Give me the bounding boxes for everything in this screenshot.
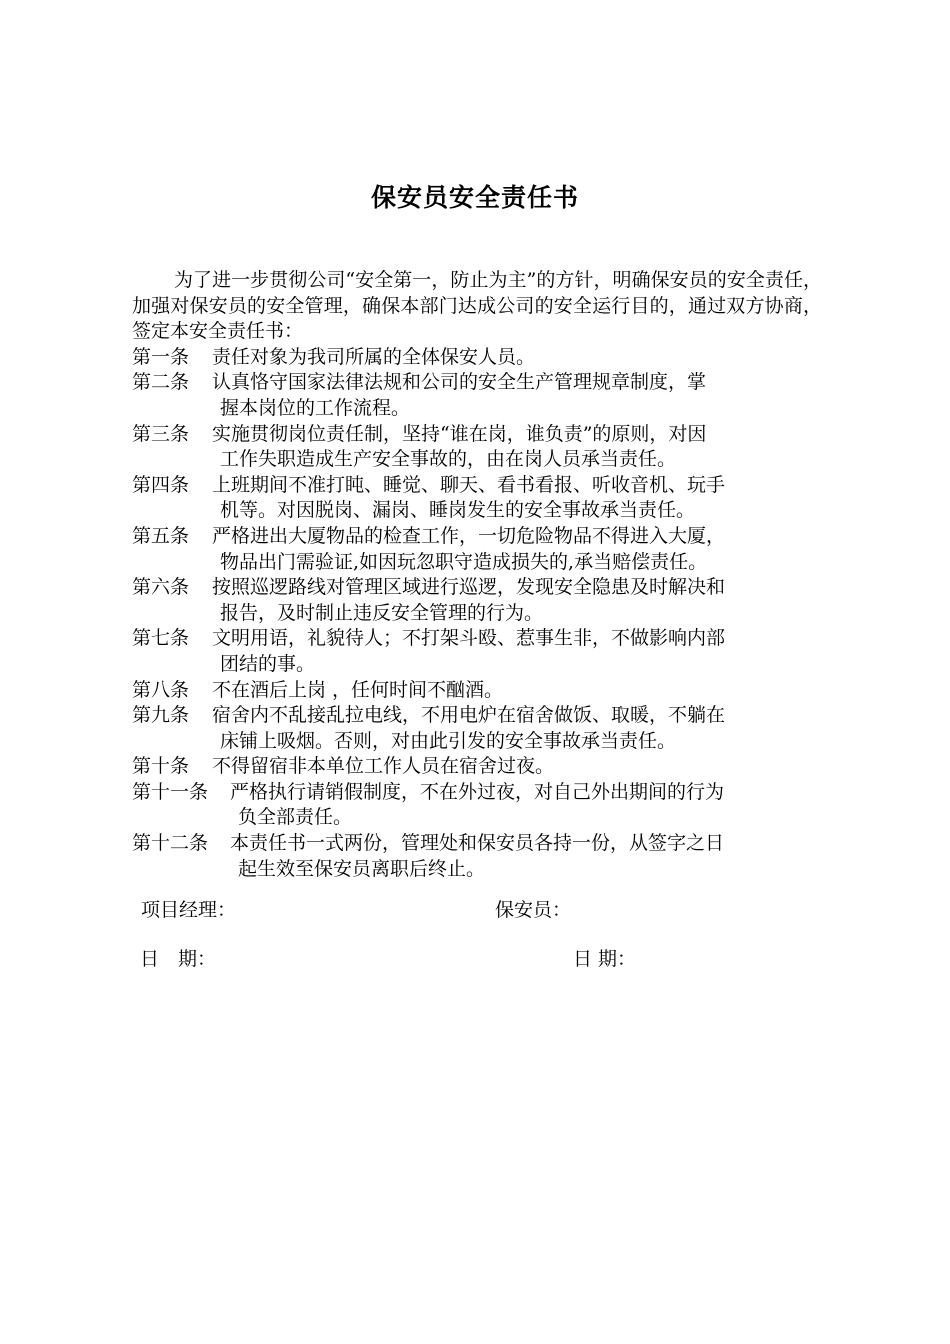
document-body: [132, 268, 822, 882]
article-label: 第十条: [132, 755, 190, 778]
article-11: [132, 780, 822, 831]
article-line: 文明用语，礼貌待人；不打架斗殴、惹事生非，不做影响内部: [212, 627, 726, 650]
article-line-continued: 报告，及时制止违反安全管理的行为。: [220, 601, 544, 624]
article-label: 第三条: [132, 422, 190, 445]
article-label: 第八条: [132, 678, 190, 701]
article-text: [212, 345, 822, 371]
article-10: [132, 754, 822, 780]
article-text: [212, 575, 822, 626]
article-2: [132, 370, 822, 421]
article-9: [132, 703, 822, 754]
article-line: 认真恪守国家法律法规和公司的安全生产管理规章制度，掌: [212, 371, 707, 394]
article-label: 第七条: [132, 627, 190, 650]
article-label: 第十一条: [132, 780, 209, 803]
article-line-continued: 负全部责任。: [238, 806, 353, 829]
article-1: [132, 345, 822, 371]
article-4: [132, 473, 822, 524]
article-6: [132, 575, 822, 626]
article-line-continued: 工作失职造成生产安全事故的，由在岗人员承当责任。: [220, 448, 677, 471]
article-line: 不在酒后上岗 ，任何时间不酗酒。: [212, 678, 504, 701]
article-label: 第九条: [132, 704, 190, 727]
article-text: [212, 422, 822, 473]
article-line-continued: 机等。对因脱岗、漏岗、睡岗发生的安全事故承当责任。: [220, 499, 696, 522]
article-text: [230, 831, 822, 882]
article-7: [132, 626, 822, 677]
article-label: 第五条: [132, 524, 190, 547]
article-line: 宿舍内不乱接乱拉电线，不用电炉在宿舍做饭、取暖，不躺在: [212, 704, 726, 727]
article-text: [212, 754, 822, 780]
article-line: 不得留宿非本单位工作人员在宿舍过夜。: [212, 755, 555, 778]
article-line-continued: 握本岗位的工作流程。: [220, 396, 411, 419]
article-line-continued: 床铺上吸烟。否则，对由此引发的安全事故承当责任。: [220, 729, 677, 752]
article-text: [212, 524, 822, 575]
date-label-right: 日 期：: [573, 948, 637, 970]
article-8: [132, 678, 822, 704]
article-line: 实施贯彻岗位责任制，坚持“谁在岗，谁负责”的原则，对因: [212, 422, 707, 445]
article-line-continued: 物品出门需验证,如因玩忽职守造成损失的,承当赔偿责任。: [220, 550, 708, 573]
article-line: 责任对象为我司所属的全体保安人员。: [212, 345, 536, 368]
article-line: 严格执行请销假制度，不在外过夜，对自己外出期间的行为: [230, 780, 725, 803]
article-line-continued: 起生效至保安员离职后终止。: [238, 857, 486, 880]
article-5: [132, 524, 822, 575]
article-text: [212, 678, 822, 704]
article-text: [212, 703, 822, 754]
article-text: [212, 370, 822, 421]
article-label: 第十二条: [132, 832, 209, 855]
intro-paragraph: 为了进一步贯彻公司“安全第一，防止为主”的方针，明确保安员的安全责任，加强对保安员的安全管理，确保本部门达成公司的安全运行目的，通过双方协商，签定本安全责任书：: [132, 269, 822, 343]
project-manager-signature-label: 项目经理：: [141, 899, 237, 921]
document-title: 保安员安全责任书: [370, 183, 579, 212]
date-label-left: 日 期：: [140, 948, 217, 970]
guard-signature-label: 保安员：: [495, 899, 572, 921]
article-line: 本责任书一式两份，管理处和保安员各持一份，从签字之日: [230, 832, 725, 855]
article-line: 按照巡逻路线对管理区域进行巡逻，发现安全隐患及时解决和: [212, 576, 726, 599]
article-text: [212, 473, 822, 524]
article-label: 第四条: [132, 473, 190, 496]
article-label: 第二条: [132, 371, 190, 394]
article-12: [132, 831, 822, 882]
article-text: [212, 626, 822, 677]
article-label: 第六条: [132, 576, 190, 599]
article-line: 严格进出大厦物品的检查工作，一切危险物品不得进入大厦，: [212, 524, 726, 547]
article-line-continued: 团结的事。: [220, 652, 316, 675]
article-text: [230, 780, 822, 831]
article-line: 上班期间不准打盹、睡觉、聊天、看书看报、听收音机、玩手: [212, 473, 726, 496]
article-label: 第一条: [132, 345, 190, 368]
article-3: [132, 422, 822, 473]
